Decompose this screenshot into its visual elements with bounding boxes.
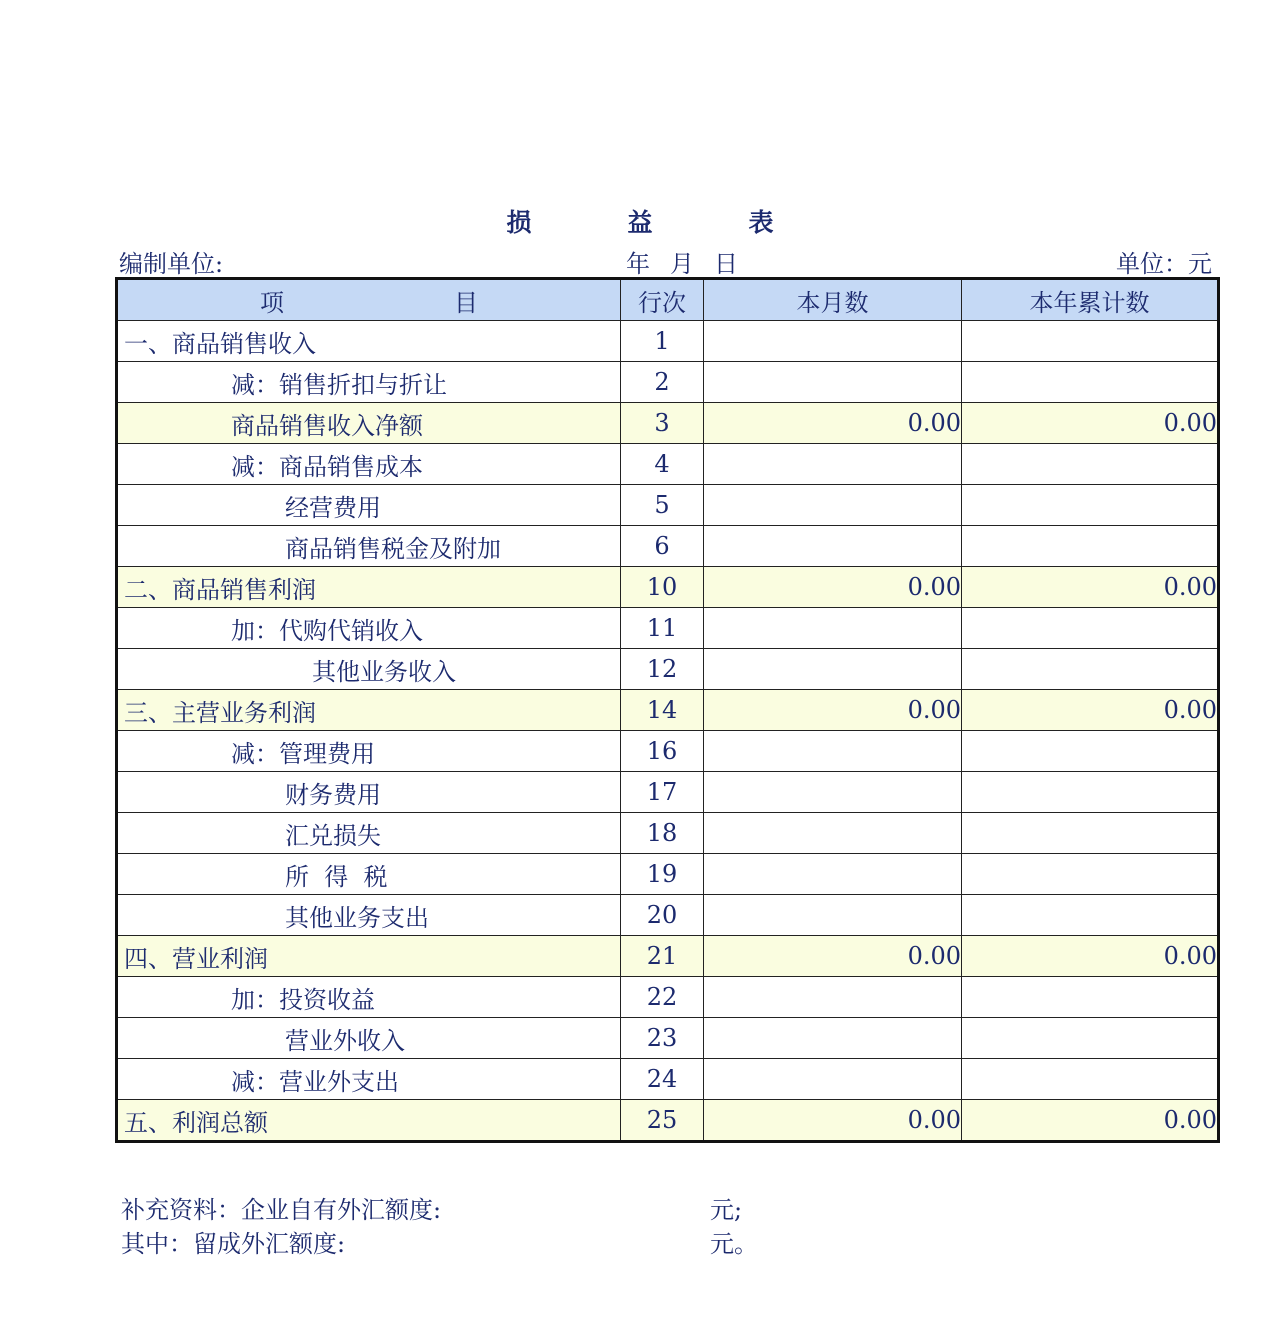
cell-this-month[interactable] (704, 895, 962, 936)
cell-ytd[interactable] (962, 772, 1219, 813)
header-item-char: 项 (260, 288, 284, 317)
cell-ytd[interactable] (962, 813, 1219, 854)
cell-item: 减：营业外支出 (117, 1059, 621, 1100)
table-row (117, 444, 1219, 485)
table-row (117, 772, 1219, 813)
cell-item: 减：商品销售成本 (117, 444, 621, 485)
cell-row-no: 21 (621, 936, 704, 977)
header-item (117, 279, 621, 321)
cell-item: 汇兑损失 (117, 813, 621, 854)
footnote-label: 补充资料：企业自有外汇额度: (121, 1196, 442, 1224)
date-year: 年 (626, 250, 650, 278)
cell-ytd[interactable] (962, 649, 1219, 690)
currency-unit: 单位：元 (1116, 250, 1212, 278)
table-row (117, 1059, 1219, 1100)
footnote-label: 其中：留成外汇额度: (121, 1230, 346, 1258)
cell-ytd[interactable] (962, 977, 1219, 1018)
table-row (117, 1100, 1219, 1142)
table-row (117, 649, 1219, 690)
cell-ytd[interactable] (962, 444, 1219, 485)
cell-row-no: 25 (621, 1100, 704, 1142)
cell-this-month[interactable]: 0.00 (704, 1100, 962, 1142)
cell-this-month[interactable]: 0.00 (704, 690, 962, 731)
cell-item: 一、商品销售收入 (117, 321, 621, 362)
cell-ytd[interactable] (962, 321, 1219, 362)
table-row (117, 936, 1219, 977)
table-row (117, 895, 1219, 936)
cell-row-no: 24 (621, 1059, 704, 1100)
cell-row-no: 1 (621, 321, 704, 362)
income-statement-table (115, 277, 1220, 1143)
cell-ytd[interactable] (962, 485, 1219, 526)
cell-ytd[interactable] (962, 731, 1219, 772)
report-title (0, 203, 1280, 239)
header-this-month: 本月数 (704, 279, 962, 321)
cell-this-month[interactable] (704, 362, 962, 403)
table-row (117, 1018, 1219, 1059)
cell-this-month[interactable]: 0.00 (704, 403, 962, 444)
table-row (117, 977, 1219, 1018)
cell-this-month[interactable] (704, 977, 962, 1018)
cell-item: 五、利润总额 (117, 1100, 621, 1142)
cell-ytd[interactable] (962, 526, 1219, 567)
cell-item: 减：销售折扣与折让 (117, 362, 621, 403)
table-row (117, 485, 1219, 526)
table-row (117, 362, 1219, 403)
cell-ytd[interactable] (962, 1018, 1219, 1059)
table-row (117, 608, 1219, 649)
report-date (626, 244, 758, 279)
cell-row-no: 5 (621, 485, 704, 526)
cell-ytd[interactable] (962, 608, 1219, 649)
cell-item: 商品销售收入净额 (117, 403, 621, 444)
cell-row-no: 12 (621, 649, 704, 690)
cell-ytd[interactable]: 0.00 (962, 936, 1219, 977)
cell-this-month[interactable] (704, 731, 962, 772)
title-char: 表 (748, 208, 774, 237)
cell-item: 加：投资收益 (117, 977, 621, 1018)
cell-item: 减：管理费用 (117, 731, 621, 772)
cell-this-month[interactable]: 0.00 (704, 567, 962, 608)
cell-row-no: 3 (621, 403, 704, 444)
cell-row-no: 19 (621, 854, 704, 895)
cell-this-month[interactable] (704, 813, 962, 854)
table-row (117, 854, 1219, 895)
cell-row-no: 17 (621, 772, 704, 813)
cell-item: 其他业务支出 (117, 895, 621, 936)
cell-item: 商品销售税金及附加 (117, 526, 621, 567)
cell-row-no: 18 (621, 813, 704, 854)
cell-item: 所 得 税 (117, 854, 621, 895)
table-row (117, 690, 1219, 731)
cell-item: 四、营业利润 (117, 936, 621, 977)
cell-row-no: 14 (621, 690, 704, 731)
table-row (117, 731, 1219, 772)
cell-row-no: 22 (621, 977, 704, 1018)
cell-ytd[interactable]: 0.00 (962, 690, 1219, 731)
cell-item: 其他业务收入 (117, 649, 621, 690)
table-row (117, 813, 1219, 854)
cell-item: 财务费用 (117, 772, 621, 813)
cell-row-no: 10 (621, 567, 704, 608)
footnote-unit: 元; (710, 1196, 743, 1224)
table-row (117, 321, 1219, 362)
cell-row-no: 23 (621, 1018, 704, 1059)
table-row (117, 567, 1219, 608)
cell-row-no: 2 (621, 362, 704, 403)
preparing-unit-label: 编制单位: (119, 250, 224, 278)
date-month: 月 (670, 250, 694, 278)
cell-ytd[interactable] (962, 895, 1219, 936)
cell-row-no: 4 (621, 444, 704, 485)
cell-this-month[interactable] (704, 854, 962, 895)
cell-item: 加：代购代销收入 (117, 608, 621, 649)
title-char: 损 (506, 208, 532, 237)
footnote-unit: 元。 (710, 1230, 758, 1258)
header-item-char: 目 (454, 288, 478, 317)
date-day: 日 (714, 250, 738, 278)
cell-row-no: 11 (621, 608, 704, 649)
cell-this-month[interactable] (704, 772, 962, 813)
cell-row-no: 20 (621, 895, 704, 936)
cell-this-month[interactable]: 0.00 (704, 936, 962, 977)
title-char: 益 (627, 208, 653, 237)
header-ytd: 本年累计数 (962, 279, 1219, 321)
cell-this-month[interactable] (704, 649, 962, 690)
cell-item: 三、主营业务利润 (117, 690, 621, 731)
cell-ytd[interactable] (962, 1059, 1219, 1100)
cell-this-month[interactable] (704, 526, 962, 567)
cell-ytd[interactable]: 0.00 (962, 1100, 1219, 1142)
cell-item: 二、商品销售利润 (117, 567, 621, 608)
cell-this-month[interactable] (704, 1059, 962, 1100)
cell-item: 营业外收入 (117, 1018, 621, 1059)
cell-ytd[interactable]: 0.00 (962, 403, 1219, 444)
cell-this-month[interactable] (704, 485, 962, 526)
cell-this-month[interactable] (704, 608, 962, 649)
cell-this-month[interactable] (704, 444, 962, 485)
header-row-no: 行次 (621, 279, 704, 321)
table-row (117, 403, 1219, 444)
table-header-row (117, 279, 1219, 321)
table-row (117, 526, 1219, 567)
cell-this-month[interactable] (704, 1018, 962, 1059)
cell-row-no: 16 (621, 731, 704, 772)
cell-ytd[interactable] (962, 854, 1219, 895)
cell-ytd[interactable]: 0.00 (962, 567, 1219, 608)
cell-ytd[interactable] (962, 362, 1219, 403)
cell-row-no: 6 (621, 526, 704, 567)
cell-item: 经营费用 (117, 485, 621, 526)
cell-this-month[interactable] (704, 321, 962, 362)
